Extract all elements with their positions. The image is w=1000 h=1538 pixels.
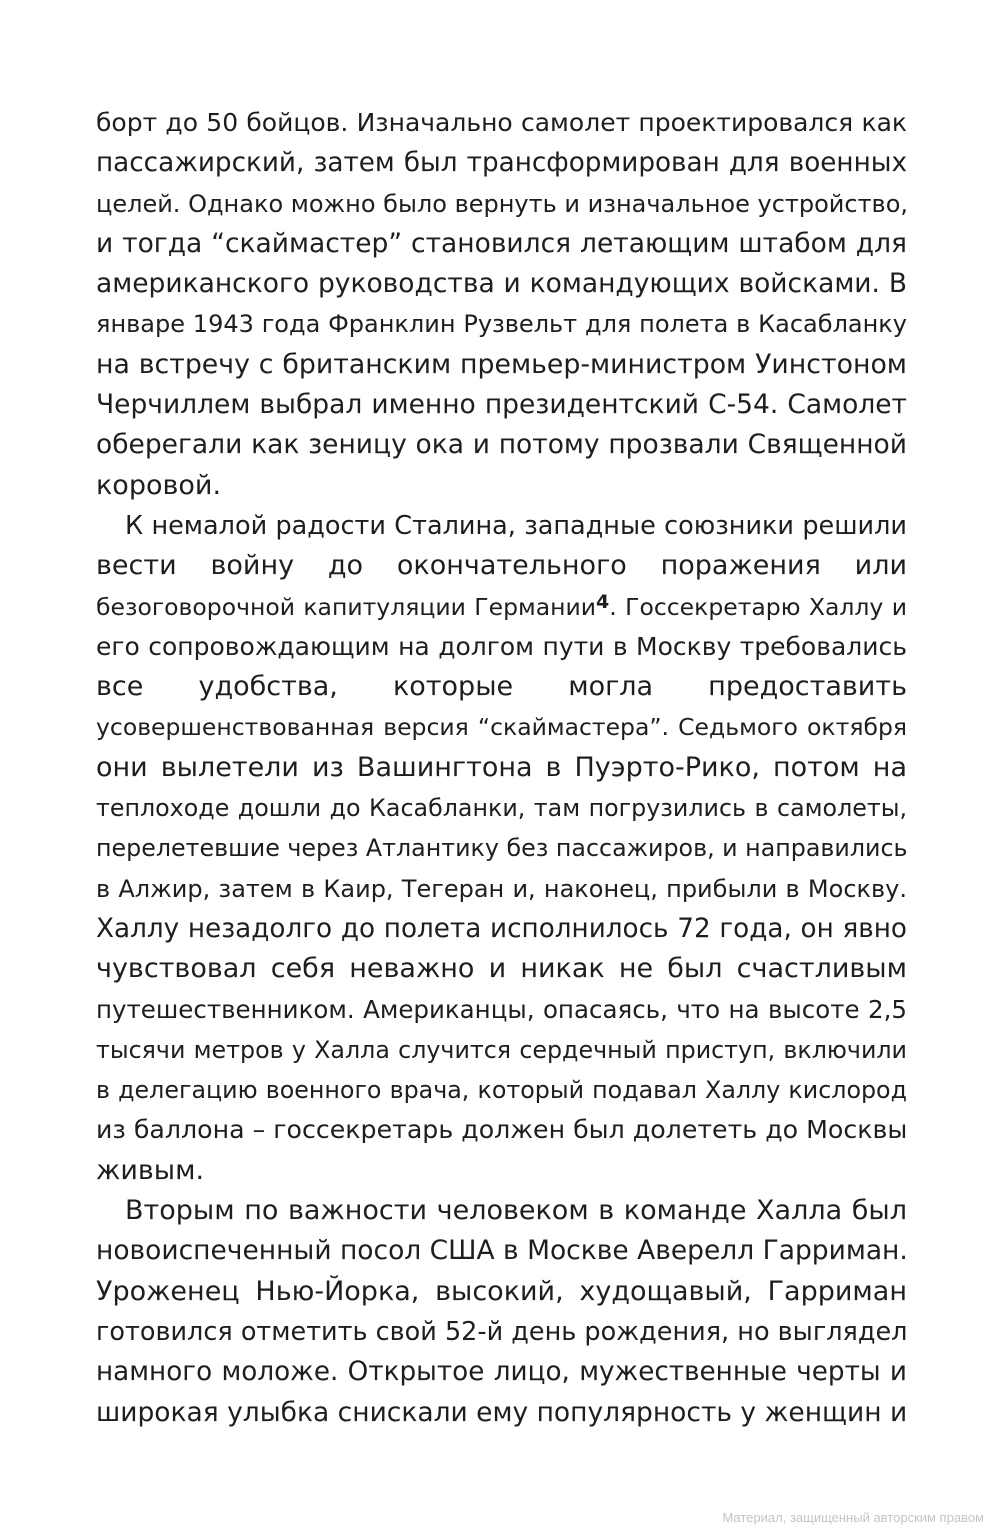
text-line: перелетевшие через Атлантику без пассажиров, и направились xyxy=(96,834,908,863)
text-line: новоиспеченный посол США в Москве Аверелл Гарриман. xyxy=(96,1235,908,1267)
text-line: коровой. xyxy=(96,469,222,501)
text-line: все удобства, которые могла предоставить xyxy=(96,671,907,703)
text-line: в Алжир, затем в Каир, Тегеран и, наконец, прибыли в Москву. xyxy=(96,874,907,903)
text-line: целей. Однако можно было вернуть и изначальное устройство, xyxy=(96,189,909,218)
body-text xyxy=(96,103,907,1433)
text-line: К немалой радости Сталина, западные союзники решили xyxy=(125,510,907,541)
text-line: оберегали как зеницу ока и потому прозвали Священной xyxy=(96,429,907,461)
text-line: теплоходе дошли до Касабланки, там погрузились в самолеты, xyxy=(96,794,907,823)
text-line: путешественником. Американцы, опасаясь, что на высоте 2,5 xyxy=(96,994,907,1024)
text-line: живым. xyxy=(96,1154,205,1186)
text-line: Халлу незадолго до полета исполнилось 72 года, он явно xyxy=(96,913,907,944)
copyright-watermark: Материал, защищенный авторским правом xyxy=(722,1510,984,1525)
text-line: намного моложе. Открытое лицо, мужественные черты и xyxy=(96,1357,907,1388)
text-line: пассажирский, затем был трансформирован для военных xyxy=(96,148,907,179)
text-line: его сопровождающим на долгом пути в Москву требовались xyxy=(96,631,907,661)
text-line: Вторым по важности человеком в команде Халла был xyxy=(125,1195,907,1227)
text-line xyxy=(96,587,907,627)
text-line: в делегацию военного врача, который подавал Халлу кислород xyxy=(96,1076,907,1105)
line-text: безоговорочной капитуляции Германии xyxy=(96,592,597,621)
text-line: Черчиллем выбрал именно президентский С-54. Самолет xyxy=(96,389,907,421)
text-line: из баллона – госсекретарь должен был долететь до Москвы xyxy=(96,1115,908,1145)
footnote-reference[interactable]: 4 xyxy=(596,590,610,613)
paragraph xyxy=(96,506,907,1191)
text-line: американского руководства и командующих войсками. В xyxy=(96,268,907,300)
text-line: на встречу с британским премьер-министром Уинстоном xyxy=(96,348,907,380)
line-text-continuation: . Госсекретарю Халлу и xyxy=(609,592,907,621)
paragraph xyxy=(96,1191,907,1433)
text-line: широкая улыбка снискали ему популярность у женщин и xyxy=(96,1396,908,1428)
text-line: борт до 50 бойцов. Изначально самолет проектировался как xyxy=(96,108,907,137)
paragraph xyxy=(96,103,907,506)
text-line: январе 1943 года Франклин Рузвельт для полета в Касабланку xyxy=(96,310,907,339)
text-line: чувствовал себя неважно и никак не был счастливым xyxy=(96,953,907,985)
text-line: готовился отметить свой 52-й день рождения, но выглядел xyxy=(96,1316,908,1347)
text-line: вести войну до окончательного поражения или xyxy=(96,550,907,582)
text-line: Уроженец Нью-Йорка, высокий, худощавый, Гарриман xyxy=(96,1275,907,1307)
text-line: и тогда “скаймастер” становился летающим штабом для xyxy=(96,227,907,259)
text-line: они вылетели из Вашингтона в Пуэрто-Рико, потом на xyxy=(96,751,907,783)
text-line: усовершенствованная версия “скаймастера”. Седьмого октября xyxy=(96,713,907,742)
text-line: тысячи метров у Халла случится сердечный приступ, включили xyxy=(96,1035,907,1064)
